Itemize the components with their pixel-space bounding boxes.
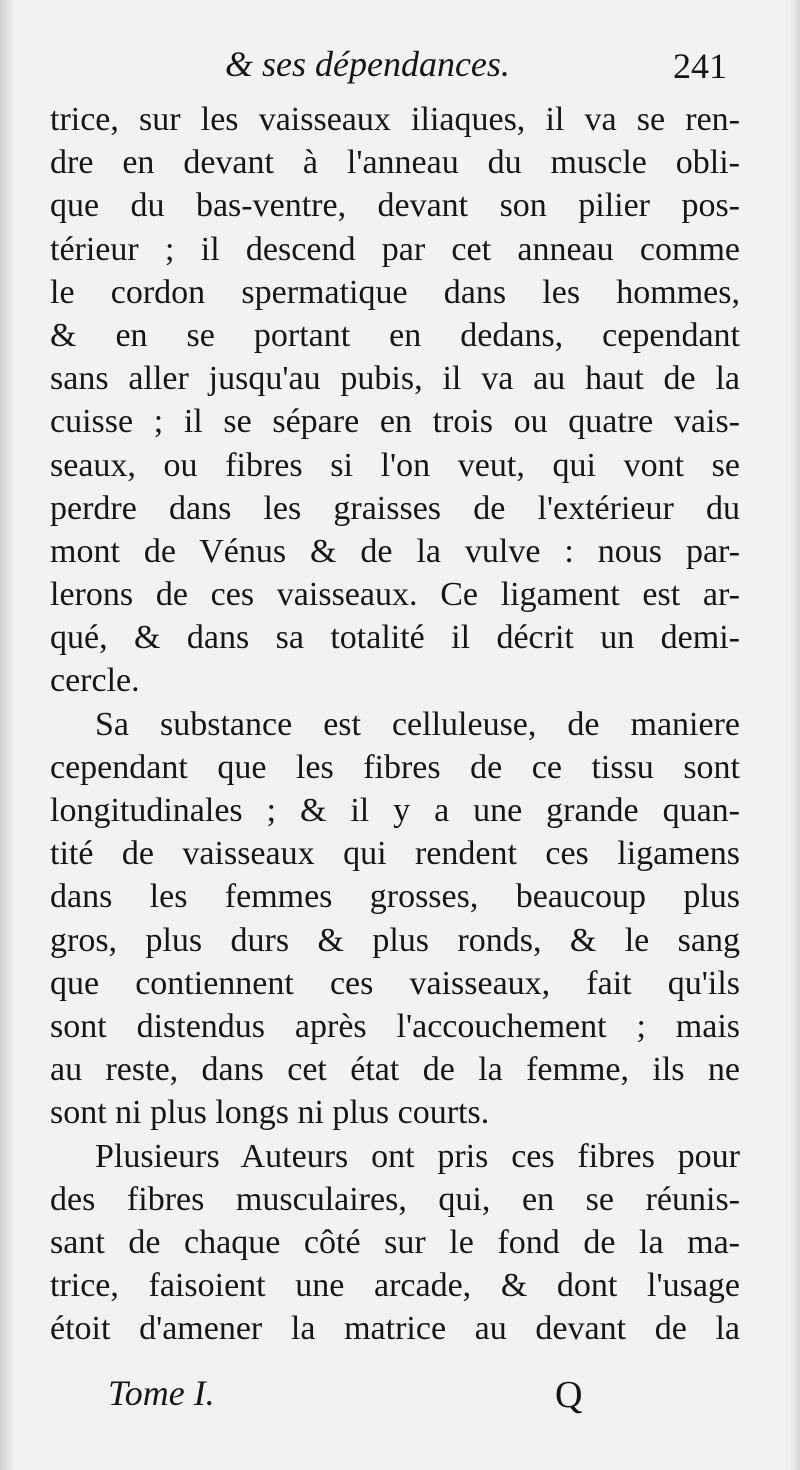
text-line: mont de Vénus & de la vulve : nous par- — [50, 532, 740, 570]
text-line: tité de vaisseaux qui rendent ces ligamens — [50, 835, 740, 873]
paragraph-end-line: cercle. — [50, 662, 140, 700]
running-title: & ses dépendances. — [225, 44, 510, 84]
text-line: qué, & dans sa totalité il décrit un demi- — [50, 619, 740, 657]
text-line: térieur ; il descend par cet anneau comme — [50, 230, 740, 268]
signature-mark: Q — [555, 1374, 583, 1416]
text-line: lerons de ces vaisseaux. Ce ligament est ar- — [50, 576, 740, 614]
text-line: trice, faisoient une arcade, & dont l'usage — [50, 1267, 740, 1305]
text-line: que contiennent ces vaisseaux, fait qu'ils — [50, 964, 740, 1002]
body-text — [50, 98, 740, 1350]
text-line: longitudinales ; & il y a une grande quan- — [50, 792, 740, 829]
page-number: 241 — [673, 46, 727, 86]
text-line: trice, sur les vaisseaux iliaques, il va se ren- — [50, 101, 740, 138]
paragraph-start-line: Sa substance est celluleuse, de maniere — [95, 705, 740, 743]
text-line: sans aller jusqu'au pubis, il va au haut de la — [50, 360, 740, 398]
paragraph-start-line: Plusieurs Auteurs ont pris ces fibres pour — [95, 1137, 740, 1175]
text-line: seaux, ou fibres si l'on veut, qui vont se — [50, 446, 740, 484]
text-line: gros, plus durs & plus ronds, & le sang — [50, 921, 740, 959]
text-line: sont distendus après l'accouchement ; mais — [50, 1007, 740, 1045]
text-line: dans les femmes grosses, beaucoup plus — [50, 878, 740, 916]
text-line: cuisse ; il se sépare en trois ou quatre vais- — [50, 403, 740, 441]
text-line: au reste, dans cet état de la femme, ils ne — [50, 1051, 740, 1089]
volume-label: Tome I. — [108, 1373, 215, 1413]
text-line: le cordon spermatique dans les hommes, — [50, 273, 740, 311]
paragraph-end-line: sont ni plus longs ni plus courts. — [50, 1094, 490, 1132]
text-line: sant de chaque côté sur le fond de la ma- — [50, 1223, 740, 1261]
text-line: étoit d'amener la matrice au devant de la — [50, 1310, 740, 1348]
page-footer — [0, 1368, 800, 1424]
running-head — [0, 40, 800, 92]
text-line: perdre dans les graisses de l'extérieur du — [50, 489, 740, 527]
text-line: des fibres musculaires, qui, en se réunis- — [50, 1180, 740, 1218]
text-line: cependant que les fibres de ce tissu sont — [50, 748, 740, 786]
text-line: & en se portant en dedans, cependant — [50, 316, 740, 354]
text-line: que du bas-ventre, devant son pilier pos- — [50, 187, 740, 225]
text-line: dre en devant à l'anneau du muscle obli- — [50, 144, 740, 182]
